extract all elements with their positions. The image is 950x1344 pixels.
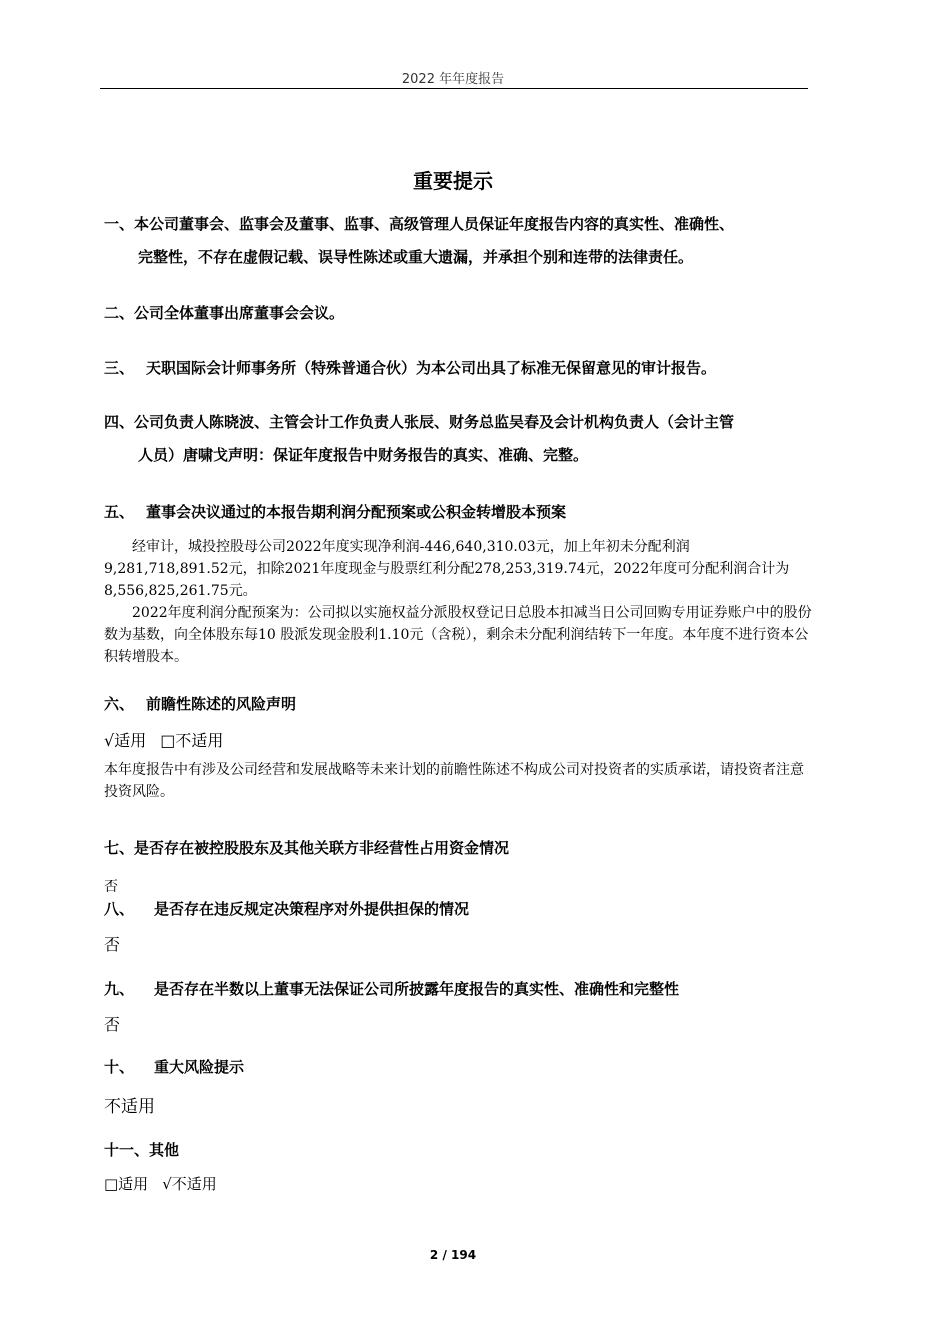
section-1-number: 一、 — [104, 215, 135, 233]
section-1-line-2: 完整性，不存在虚假记载、误导性陈述或重大遗漏，并承担个别和连带的法律责任。 — [138, 248, 694, 266]
section-5 — [104, 496, 812, 529]
section-11-text: 其他 — [149, 1141, 180, 1159]
section-10-text: 重大风险提示 — [154, 1058, 245, 1076]
section-8-answer: 否 — [104, 935, 121, 954]
section-11 — [104, 1134, 812, 1167]
section-5-paragraph-1: 经审计，城投控股母公司2022年度实现净利润-446,640,310.03元，加上年初未分配利润9,281,718,891.52元，扣除2021年度现金与股票红利分配278,253,319.74元，2022年度可分配利润合计为8,556,825,261.75元。 — [104, 539, 790, 599]
section-11-number: 十一、 — [104, 1141, 150, 1159]
section-1 — [104, 208, 812, 274]
section-8-number: 八、 — [104, 900, 135, 918]
section-10-answer: 不适用 — [104, 1097, 155, 1117]
section-4-line-1: 公司负责人陈晓波、主管会计工作负责人张辰、财务总监吴春及会计机构负责人（会计主管 — [134, 413, 735, 431]
section-9-answer: 否 — [104, 1015, 121, 1034]
section-7-text: 是否存在被控股股东及其他关联方非经营性占用资金情况 — [134, 839, 510, 857]
section-4-line-2: 人员）唐啸戈声明：保证年度报告中财务报告的真实、准确、完整。 — [138, 446, 589, 464]
page-header: 2022 年年度报告 — [401, 72, 505, 87]
page-number: 2 / 194 — [429, 1248, 477, 1262]
option-applicable-checked: √适用 — [104, 731, 147, 750]
section-5-number: 五、 — [104, 503, 135, 521]
section-6-options — [104, 728, 237, 751]
section-2-number: 二、 — [104, 304, 135, 322]
section-3-text: 天职国际会计师事务所（特殊普通合伙）为本公司出具了标准无保留意见的审计报告。 — [146, 359, 717, 377]
section-11-options — [104, 1173, 231, 1194]
section-9-text: 是否存在半数以上董事无法保证公司所披露年度报告的真实性、准确性和完整性 — [154, 980, 680, 998]
option-not-applicable-checked: √不适用 — [162, 1175, 217, 1193]
section-2 — [104, 297, 812, 330]
section-10-number: 十、 — [104, 1058, 135, 1076]
section-7-answer: 否 — [104, 879, 118, 895]
section-9-number: 九、 — [104, 980, 135, 998]
section-10 — [104, 1051, 812, 1084]
section-3 — [104, 352, 812, 385]
section-5-text: 董事会决议通过的本报告期利润分配预案或公积金转增股本预案 — [146, 503, 567, 521]
section-2-text: 公司全体董事出席董事会会议。 — [134, 304, 345, 322]
section-5-body — [104, 536, 812, 668]
page-title: 重要提示 — [413, 169, 493, 193]
header-divider — [100, 88, 808, 89]
section-8 — [104, 893, 812, 926]
section-9 — [104, 973, 812, 1006]
section-8-text: 是否存在违反规定决策程序对外提供担保的情况 — [154, 900, 470, 918]
section-5-paragraph-2: 2022年度利润分配预案为：公司拟以实施权益分派股权登记日总股本扣减当日公司回购专用证券账户中的股份数为基数，向全体股东每10 股派发现金股利1.10元（含税），剩余未分配利润结转下一年度。本年度不进行资本公积转增股本。 — [104, 605, 812, 665]
section-6-body: 本年度报告中有涉及公司经营和发展战略等未来计划的前瞻性陈述不构成公司对投资者的实质承诺，请投资者注意投资风险。 — [104, 762, 804, 800]
section-1-line-1: 本公司董事会、监事会及董事、监事、高级管理人员保证年度报告内容的真实性、准确性、 — [134, 215, 735, 233]
section-4-number: 四、 — [104, 413, 135, 431]
section-6 — [104, 688, 812, 721]
option-not-applicable-unchecked: □不适用 — [160, 731, 224, 750]
section-7-number: 七、 — [104, 839, 135, 857]
section-6-text: 前瞻性陈述的风险声明 — [146, 695, 297, 713]
option-applicable-unchecked: □适用 — [104, 1175, 149, 1193]
section-3-number: 三、 — [104, 359, 135, 377]
section-4 — [104, 406, 812, 472]
section-6-number: 六、 — [104, 695, 135, 713]
section-7 — [104, 832, 812, 865]
